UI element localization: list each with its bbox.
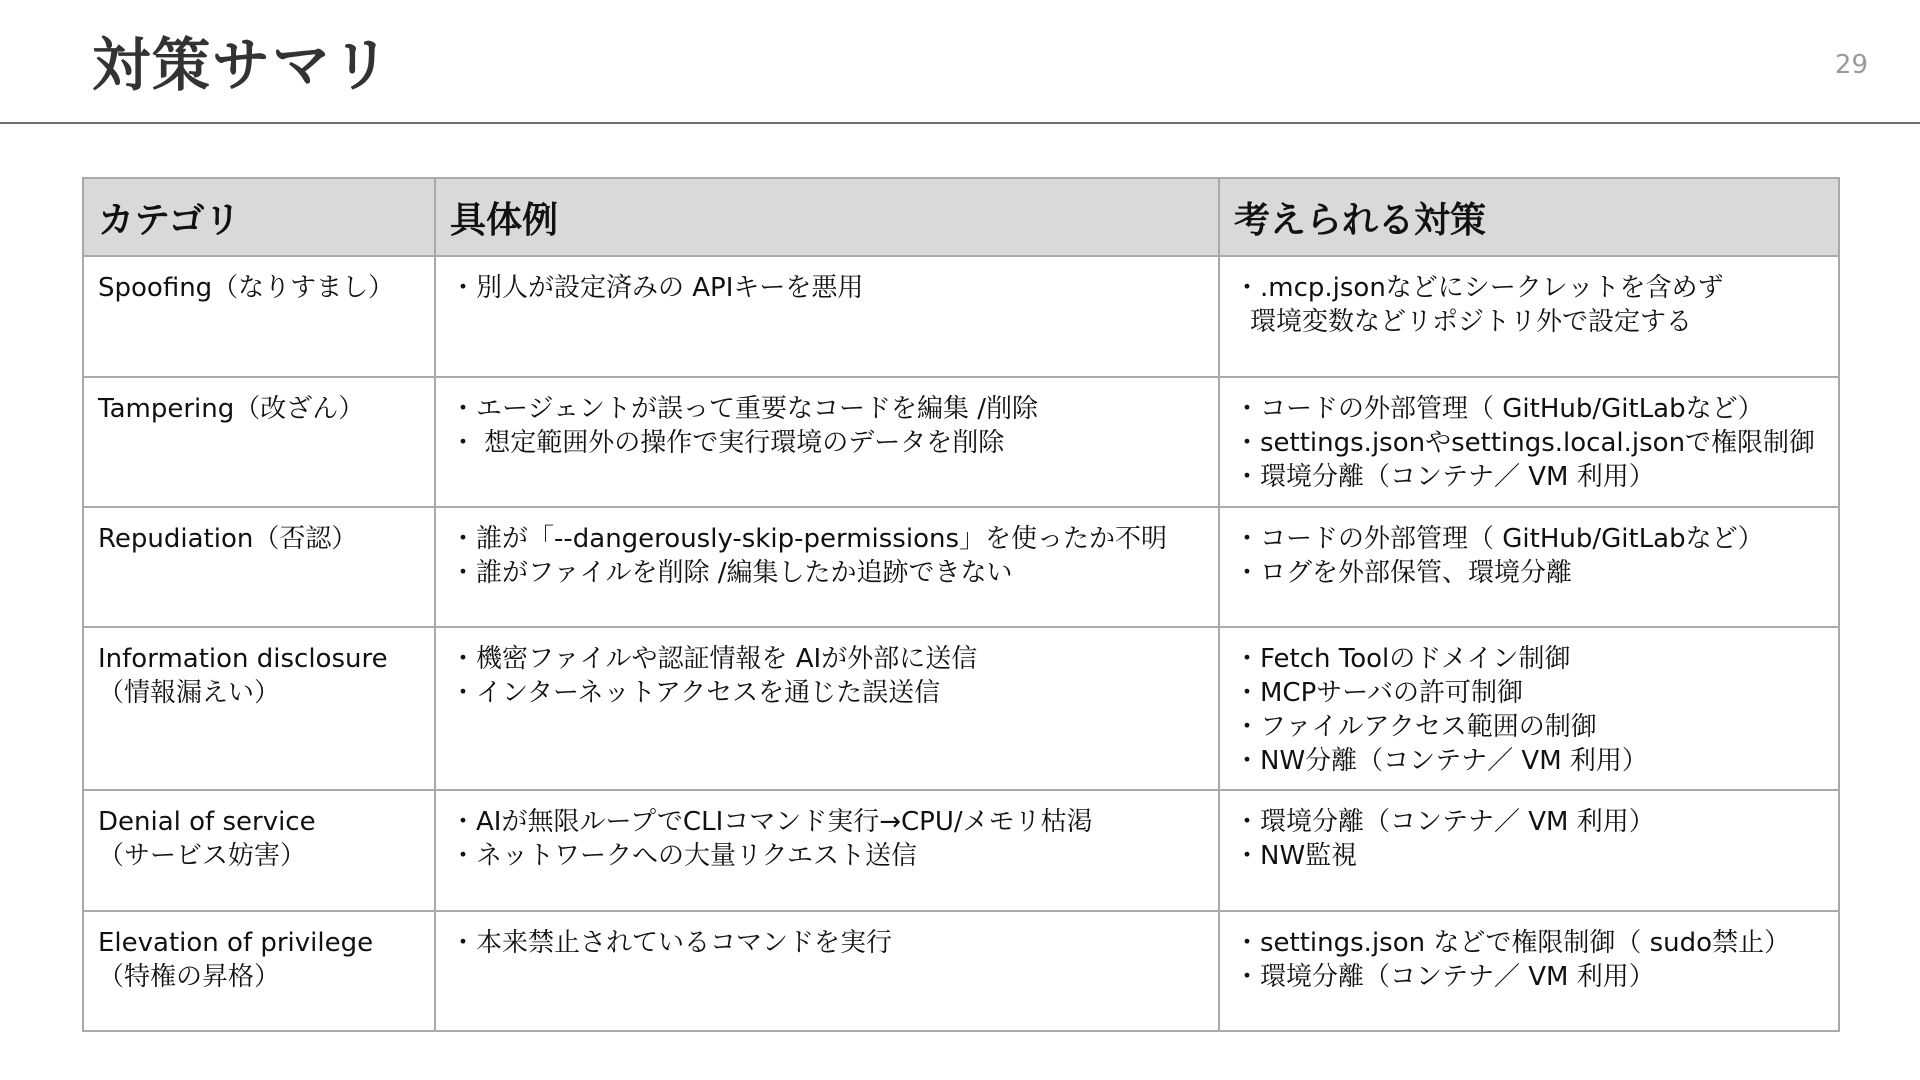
header-category: カテゴリ [83, 178, 435, 256]
countermeasures-cell [1219, 507, 1839, 627]
countermeasure-item: ・Fetch Toolのドメイン制御 [1234, 644, 1571, 674]
countermeasure-item: ・settings.json などで権限制御（ sudo禁止） [1234, 928, 1791, 958]
example-item: ・別人が設定済みの APIキーを悪用 [450, 273, 864, 303]
examples-cell [435, 627, 1219, 790]
countermeasures-cell [1219, 627, 1839, 790]
category-text: Spoofing（なりすまし） [98, 273, 395, 303]
example-item: ・誰がファイルを削除 /編集したか追跡できない [450, 558, 1013, 588]
category-text: Tampering（改ざん） [98, 394, 365, 424]
example-item: ・インターネットアクセスを通じた誤送信 [450, 678, 941, 708]
example-item: ・誰が「--dangerously-skip-permissions」を使ったか不明 [450, 524, 1168, 554]
page-number: 29 [1834, 50, 1868, 80]
countermeasure-summary-table [82, 177, 1840, 1032]
title-divider [0, 122, 1920, 124]
category-text: Information disclosure [98, 644, 388, 674]
header-countermeasures: 考えられる対策 [1219, 178, 1839, 256]
table-row [83, 507, 1839, 627]
category-cell [83, 627, 435, 790]
countermeasures-cell [1219, 790, 1839, 911]
category-cell [83, 911, 435, 1031]
category-cell [83, 377, 435, 507]
table-row [83, 627, 1839, 790]
example-item: ・機密ファイルや認証情報を AIが外部に送信 [450, 644, 978, 674]
category-text: Repudiation（否認） [98, 524, 358, 554]
table-row [83, 790, 1839, 911]
countermeasures-cell [1219, 377, 1839, 507]
category-cell [83, 790, 435, 911]
category-text: （情報漏えい） [98, 678, 281, 708]
table-header-row [83, 178, 1839, 256]
category-cell [83, 507, 435, 627]
examples-cell [435, 790, 1219, 911]
countermeasure-item: ・ログを外部保管、環境分離 [1234, 558, 1573, 588]
example-item: ・エージェントが誤って重要なコードを編集 /削除 [450, 394, 1038, 424]
countermeasure-item: ・環境分離（コンテナ／ VM 利用） [1234, 807, 1655, 837]
countermeasure-item: ・コードの外部管理（ GitHub/GitLabなど） [1234, 524, 1764, 554]
countermeasure-item: ・NW分離（コンテナ／ VM 利用） [1234, 746, 1648, 776]
countermeasure-item: 環境変数などリポジトリ外で設定する [1250, 307, 1693, 337]
countermeasures-cell [1219, 911, 1839, 1031]
table-row [83, 377, 1839, 507]
examples-cell [435, 256, 1219, 377]
examples-cell [435, 377, 1219, 507]
examples-cell [435, 507, 1219, 627]
countermeasure-item: ・settings.jsonやsettings.local.jsonで権限制御 [1234, 428, 1816, 458]
category-text: Elevation of privilege [98, 928, 374, 958]
countermeasure-item: ・環境分離（コンテナ／ VM 利用） [1234, 462, 1655, 492]
countermeasure-item: ・コードの外部管理（ GitHub/GitLabなど） [1234, 394, 1764, 424]
examples-cell [435, 911, 1219, 1031]
table-row [83, 911, 1839, 1031]
category-text: Denial of service [98, 807, 316, 837]
table-row [83, 256, 1839, 377]
countermeasure-item: ・環境分離（コンテナ／ VM 利用） [1234, 962, 1655, 992]
countermeasures-cell [1219, 256, 1839, 377]
header-examples: 具体例 [435, 178, 1219, 256]
countermeasure-item: ・MCPサーバの許可制御 [1234, 678, 1523, 708]
countermeasure-item: ・NW監視 [1234, 841, 1358, 871]
category-text: （サービス妨害） [98, 841, 307, 871]
countermeasure-item: ・ファイルアクセス範囲の制御 [1234, 712, 1597, 742]
example-item: ・AIが無限ループでCLIコマンド実行→CPU/メモリ枯渇 [450, 807, 1093, 837]
example-item: ・本来禁止されているコマンドを実行 [450, 928, 893, 958]
countermeasure-item: ・.mcp.jsonなどにシークレットを含めず [1234, 273, 1724, 303]
category-text: （特権の昇格） [98, 962, 281, 992]
example-item: ・ネットワークへの大量リクエスト送信 [450, 841, 917, 871]
category-cell [83, 256, 435, 377]
slide-title: 対策サマリ [92, 31, 393, 99]
example-item: ・ 想定範囲外の操作で実行環境のデータを削除 [450, 428, 1005, 458]
